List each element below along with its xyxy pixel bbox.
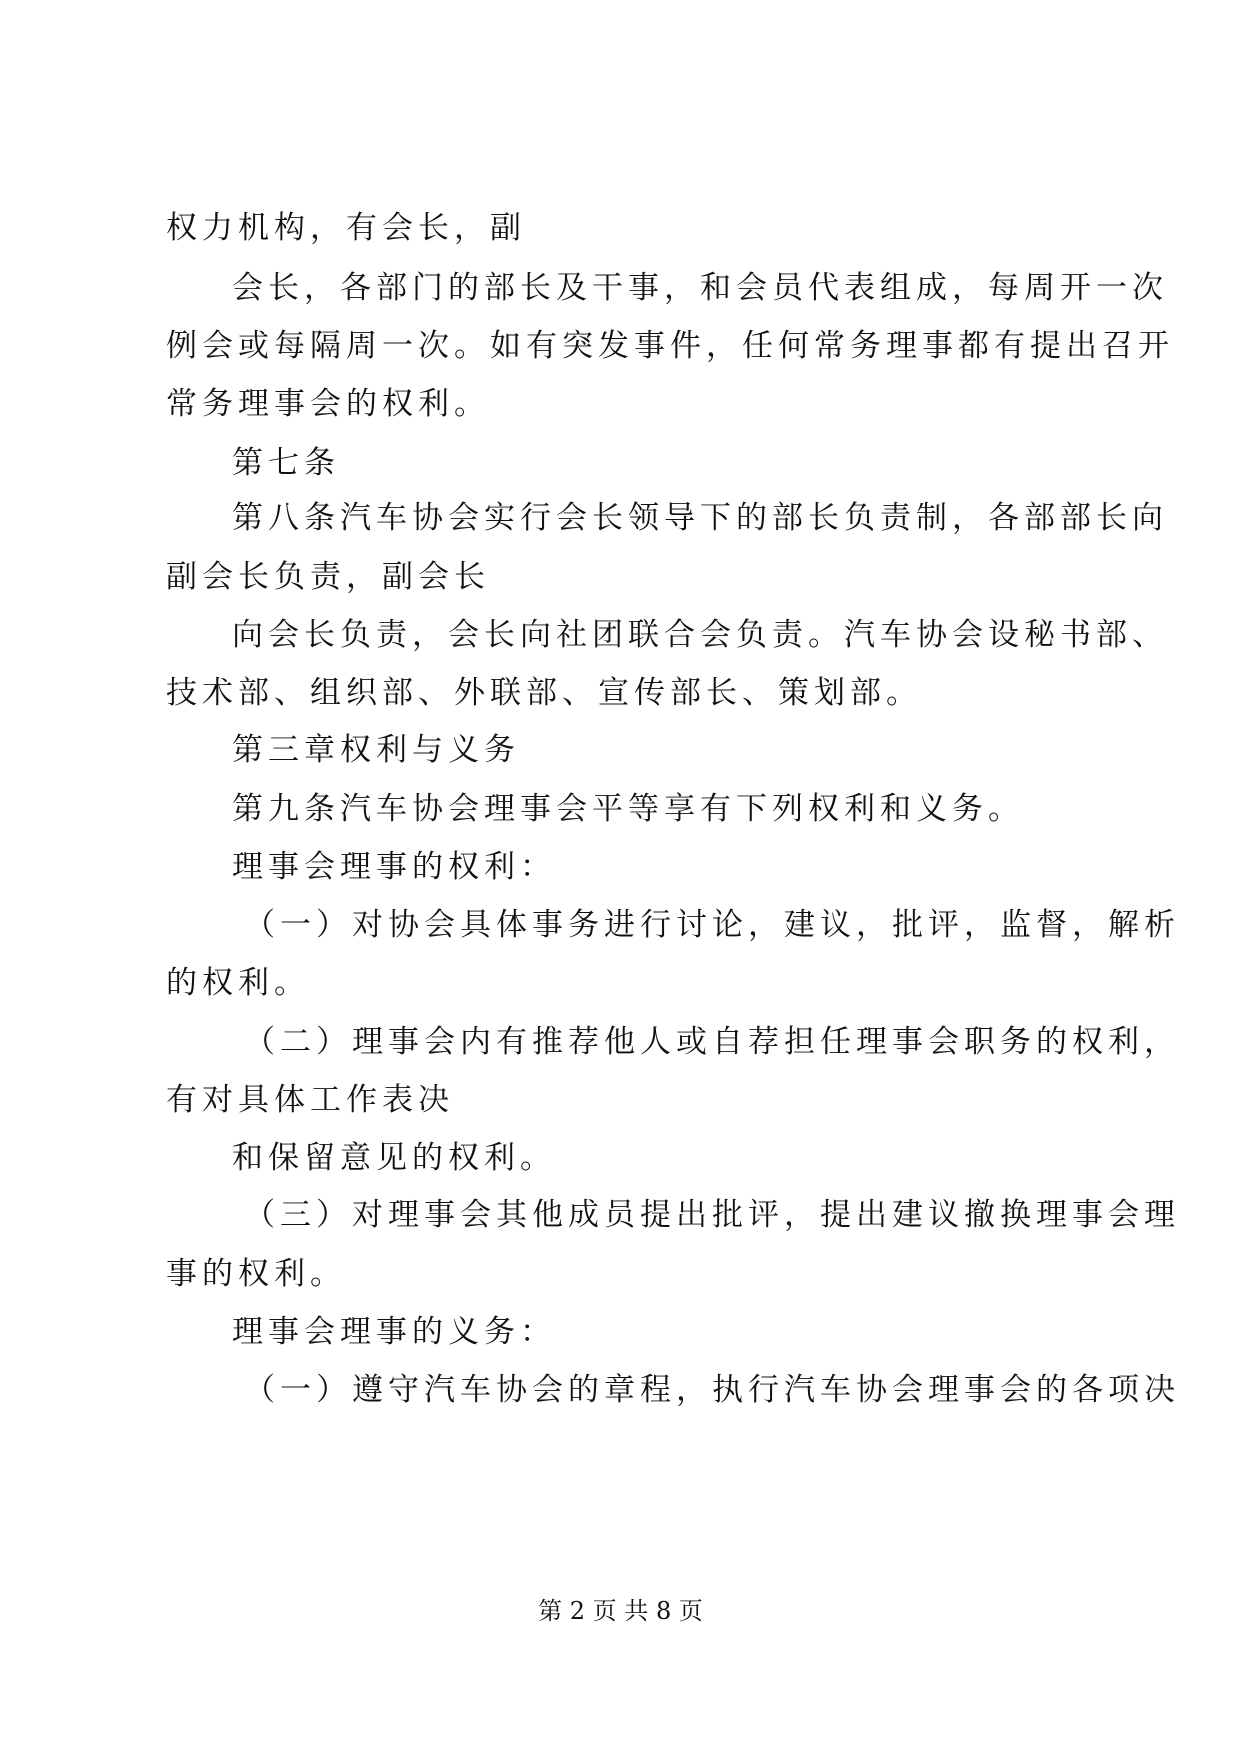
- body-line: 常务理事会的权利。: [166, 386, 490, 422]
- page-number-footer: 第 2 页 共 8 页: [538, 1597, 703, 1625]
- list-item: （一）遵守汽车协会的章程，执行汽车协会理事会的各项决: [244, 1372, 1180, 1408]
- body-line: 向会长负责，会长向社团联合会负责。汽车协会设秘书部、: [232, 617, 1168, 653]
- list-item: （三）对理事会其他成员提出批评，提出建议撤换理事会理: [244, 1197, 1180, 1233]
- body-line: 技术部、组织部、外联部、宣传部长、策划部。: [166, 675, 922, 711]
- body-line: 事的权利。: [166, 1256, 346, 1292]
- list-item: （一）对协会具体事务进行讨论，建议，批评，监督，解析: [244, 907, 1180, 943]
- body-line: 的权利。: [166, 965, 310, 1001]
- section-heading: 理事会理事的义务：: [232, 1314, 556, 1350]
- chapter-heading: 第三章权利与义务: [232, 732, 520, 768]
- body-line: 第八条汽车协会实行会长领导下的部长负责制，各部部长向: [232, 500, 1168, 536]
- body-line: 副会长负责，副会长: [166, 559, 490, 595]
- section-heading: 理事会理事的权利：: [232, 849, 556, 885]
- body-line: 有对具体工作表决: [166, 1082, 454, 1118]
- body-line: 会长，各部门的部长及干事，和会员代表组成，每周开一次: [232, 270, 1168, 306]
- article-heading: 第七条: [232, 445, 340, 481]
- body-line: 第九条汽车协会理事会平等享有下列权利和义务。: [232, 791, 1024, 827]
- list-item: （二）理事会内有推荐他人或自荐担任理事会职务的权利，: [244, 1024, 1180, 1060]
- body-line: 例会或每隔周一次。如有突发事件，任何常务理事都有提出召开: [166, 328, 1174, 364]
- body-line: 权力机构，有会长，副: [166, 210, 526, 246]
- body-line: 和保留意见的权利。: [232, 1140, 556, 1176]
